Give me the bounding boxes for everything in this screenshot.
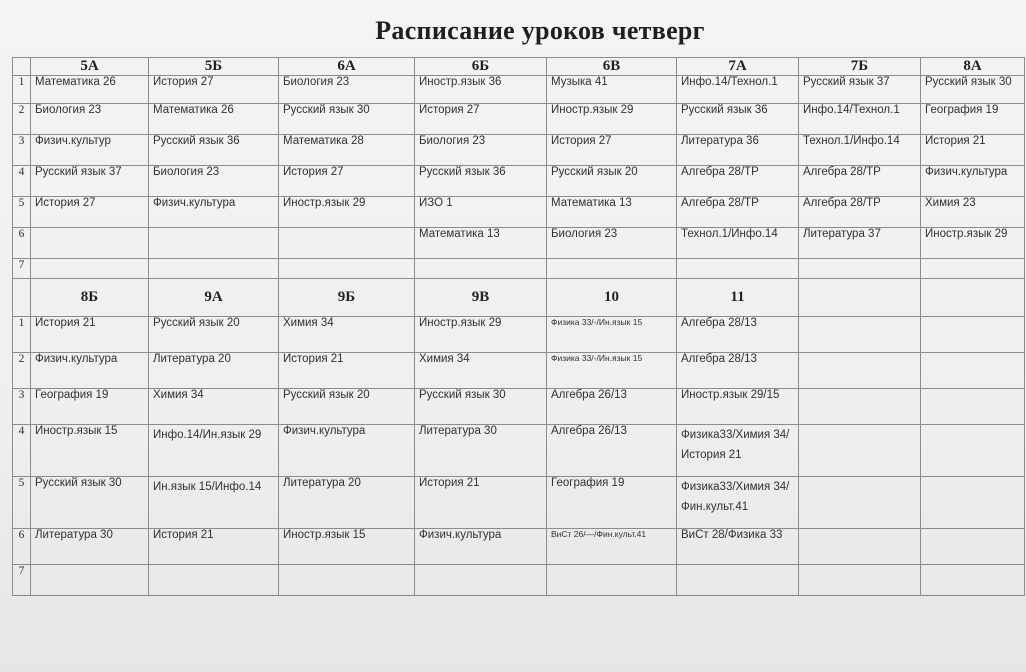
- lesson-cell: Иностр.язык 15: [31, 425, 149, 477]
- lesson-cell: Литература 20: [279, 477, 415, 529]
- lesson-cell: Биология 23: [31, 104, 149, 135]
- class-header: 11: [677, 279, 799, 317]
- lesson-cell: ИЗО 1: [415, 197, 547, 228]
- lesson-cell: Алгебра 28/ТР: [799, 166, 921, 197]
- lesson-cell: История 21: [921, 135, 1025, 166]
- top-class-header-row: [13, 58, 1025, 76]
- lesson-cell: История 21: [149, 529, 279, 565]
- lesson-cell: Иностр.язык 29: [415, 317, 547, 353]
- lesson-cell: Биология 23: [547, 228, 677, 259]
- lesson-cell: [149, 228, 279, 259]
- lesson-cell: Инфо.14/Технол.1: [799, 104, 921, 135]
- lesson-cell: Русский язык 20: [279, 389, 415, 425]
- lesson-cell: Алгебра 26/13: [547, 389, 677, 425]
- lesson-number: 6: [13, 228, 31, 259]
- lesson-number: 3: [13, 135, 31, 166]
- lesson-cell: Физич.культур: [31, 135, 149, 166]
- lesson-number: 2: [13, 104, 31, 135]
- lesson-cell: [149, 259, 279, 279]
- lesson-cell: Математика 13: [547, 197, 677, 228]
- lesson-number: 4: [13, 166, 31, 197]
- lesson-cell: Физика33/Химия 34/История 21: [677, 425, 799, 477]
- bottom-class-header-row: [13, 279, 1025, 317]
- lesson-number: 7: [13, 565, 31, 596]
- lesson-cell: Русский язык 30: [31, 477, 149, 529]
- lesson-cell: Химия 34: [149, 389, 279, 425]
- class-header: 5А: [31, 58, 149, 76]
- lesson-cell: История 27: [31, 197, 149, 228]
- lesson-cell: Технол.1/Инфо.14: [677, 228, 799, 259]
- lesson-cell: Литература 30: [31, 529, 149, 565]
- class-header: 5Б: [149, 58, 279, 76]
- lesson-cell: Иностр.язык 29: [921, 228, 1025, 259]
- lesson-cell: Алгебра 28/ТР: [799, 197, 921, 228]
- lesson-cell: Физич.культура: [279, 425, 415, 477]
- class-header: 8Б: [31, 279, 149, 317]
- lesson-row: [13, 425, 1025, 477]
- lesson-cell: История 27: [415, 104, 547, 135]
- lesson-number: 1: [13, 76, 31, 104]
- lesson-row: [13, 529, 1025, 565]
- lesson-cell: [415, 565, 547, 596]
- lesson-cell: [799, 353, 921, 389]
- lesson-cell: [921, 565, 1025, 596]
- lesson-cell: [799, 529, 921, 565]
- lesson-row: [13, 104, 1025, 135]
- lesson-cell: [547, 259, 677, 279]
- lesson-row: [13, 317, 1025, 353]
- lesson-cell: Физич.культура: [31, 353, 149, 389]
- lesson-cell: [279, 565, 415, 596]
- lesson-cell: Музыка 41: [547, 76, 677, 104]
- lesson-number: 6: [13, 529, 31, 565]
- lesson-cell: Иностр.язык 29/15: [677, 389, 799, 425]
- lesson-cell: [799, 259, 921, 279]
- lesson-cell: [799, 425, 921, 477]
- lesson-cell: Русский язык 36: [149, 135, 279, 166]
- lesson-cell: [31, 259, 149, 279]
- lesson-number: 2: [13, 353, 31, 389]
- lesson-cell: [149, 565, 279, 596]
- lesson-cell: Математика 28: [279, 135, 415, 166]
- lesson-cell: Русский язык 30: [415, 389, 547, 425]
- lesson-cell: Технол.1/Инфо.14: [799, 135, 921, 166]
- lesson-cell: [921, 317, 1025, 353]
- lesson-cell: [799, 389, 921, 425]
- lesson-cell: Русский язык 30: [279, 104, 415, 135]
- lesson-row: [13, 477, 1025, 529]
- class-header: [799, 279, 921, 317]
- lesson-number: 1: [13, 317, 31, 353]
- lesson-cell: История 21: [31, 317, 149, 353]
- lesson-cell: Инфо.14/Технол.1: [677, 76, 799, 104]
- lesson-cell: [921, 259, 1025, 279]
- lesson-cell: [677, 565, 799, 596]
- lesson-cell: Русский язык 30: [921, 76, 1025, 104]
- lesson-cell: Русский язык 37: [799, 76, 921, 104]
- lesson-cell: Иностр.язык 36: [415, 76, 547, 104]
- class-header: 10: [547, 279, 677, 317]
- lesson-cell: Физика 33/-/Ин.язык 15: [547, 353, 677, 389]
- lesson-cell: Русский язык 36: [415, 166, 547, 197]
- lesson-cell: Алгебра 28/ТР: [677, 166, 799, 197]
- lesson-cell: Русский язык 37: [31, 166, 149, 197]
- lesson-cell: [279, 259, 415, 279]
- lesson-cell: Химия 23: [921, 197, 1025, 228]
- corner-cell: [13, 58, 31, 76]
- lesson-number: 7: [13, 259, 31, 279]
- lesson-number: 3: [13, 389, 31, 425]
- lesson-cell: [921, 389, 1025, 425]
- lesson-cell: Химия 34: [279, 317, 415, 353]
- lesson-cell: Физика33/Химия 34/Фин.культ.41: [677, 477, 799, 529]
- lesson-row: [13, 228, 1025, 259]
- class-header: 7Б: [799, 58, 921, 76]
- class-header: 9В: [415, 279, 547, 317]
- class-header: 8А: [921, 58, 1025, 76]
- lesson-cell: Иностр.язык 29: [547, 104, 677, 135]
- lesson-cell: Литература 36: [677, 135, 799, 166]
- lesson-cell: Биология 23: [279, 76, 415, 104]
- lesson-cell: ВиСт 26/—/Фин.культ.41: [547, 529, 677, 565]
- class-header: 6В: [547, 58, 677, 76]
- lesson-row: [13, 135, 1025, 166]
- lesson-cell: География 19: [921, 104, 1025, 135]
- class-header: 9Б: [279, 279, 415, 317]
- lesson-cell: История 21: [279, 353, 415, 389]
- lesson-cell: Ин.язык 15/Инфо.14: [149, 477, 279, 529]
- lesson-cell: Литература 37: [799, 228, 921, 259]
- schedule-table: [12, 57, 1025, 596]
- lesson-cell: Физич.культура: [921, 166, 1025, 197]
- class-header: 6Б: [415, 58, 547, 76]
- corner-cell: [13, 279, 31, 317]
- lesson-cell: [921, 353, 1025, 389]
- lesson-cell: Математика 26: [149, 104, 279, 135]
- lesson-cell: Русский язык 20: [547, 166, 677, 197]
- lesson-cell: История 27: [149, 76, 279, 104]
- lesson-cell: Литература 30: [415, 425, 547, 477]
- lesson-cell: Инфо.14/Ин.язык 29: [149, 425, 279, 477]
- lesson-cell: Физич.культура: [149, 197, 279, 228]
- lesson-cell: Математика 13: [415, 228, 547, 259]
- lesson-cell: [31, 565, 149, 596]
- lesson-cell: [799, 317, 921, 353]
- lesson-cell: Русский язык 20: [149, 317, 279, 353]
- class-header: 7А: [677, 58, 799, 76]
- lesson-cell: [921, 477, 1025, 529]
- lesson-row: [13, 166, 1025, 197]
- lesson-number: 5: [13, 477, 31, 529]
- lesson-row: [13, 565, 1025, 596]
- lesson-cell: [799, 477, 921, 529]
- lesson-cell: Алгебра 28/13: [677, 353, 799, 389]
- lesson-cell: Математика 26: [31, 76, 149, 104]
- lesson-cell: Русский язык 36: [677, 104, 799, 135]
- lesson-cell: Алгебра 28/ТР: [677, 197, 799, 228]
- class-header: 9А: [149, 279, 279, 317]
- lesson-cell: Физика 33/-/Ин.язык 15: [547, 317, 677, 353]
- lesson-cell: Биология 23: [415, 135, 547, 166]
- lesson-cell: Иностр.язык 29: [279, 197, 415, 228]
- lesson-cell: Химия 34: [415, 353, 547, 389]
- lesson-cell: История 27: [547, 135, 677, 166]
- lesson-cell: История 27: [279, 166, 415, 197]
- lesson-cell: Алгебра 26/13: [547, 425, 677, 477]
- lesson-row: [13, 389, 1025, 425]
- lesson-cell: Физич.культура: [415, 529, 547, 565]
- schedule-body: [13, 58, 1025, 596]
- lesson-cell: Биология 23: [149, 166, 279, 197]
- lesson-cell: [415, 259, 547, 279]
- lesson-cell: [279, 228, 415, 259]
- lesson-cell: [921, 529, 1025, 565]
- lesson-cell: Иностр.язык 15: [279, 529, 415, 565]
- lesson-cell: [31, 228, 149, 259]
- lesson-cell: [799, 565, 921, 596]
- lesson-cell: [547, 565, 677, 596]
- lesson-number: 5: [13, 197, 31, 228]
- class-header: [921, 279, 1025, 317]
- lesson-cell: ВиСт 28/Физика 33: [677, 529, 799, 565]
- class-header: 6А: [279, 58, 415, 76]
- lesson-cell: География 19: [31, 389, 149, 425]
- lesson-row: [13, 353, 1025, 389]
- lesson-cell: [921, 425, 1025, 477]
- lesson-row: [13, 76, 1025, 104]
- lesson-row: [13, 197, 1025, 228]
- lesson-cell: Алгебра 28/13: [677, 317, 799, 353]
- lesson-row: [13, 259, 1025, 279]
- lesson-number: 4: [13, 425, 31, 477]
- lesson-cell: Литература 20: [149, 353, 279, 389]
- page-title: Расписание уроков четверг: [375, 16, 705, 45]
- lesson-cell: [677, 259, 799, 279]
- lesson-cell: География 19: [547, 477, 677, 529]
- lesson-cell: История 21: [415, 477, 547, 529]
